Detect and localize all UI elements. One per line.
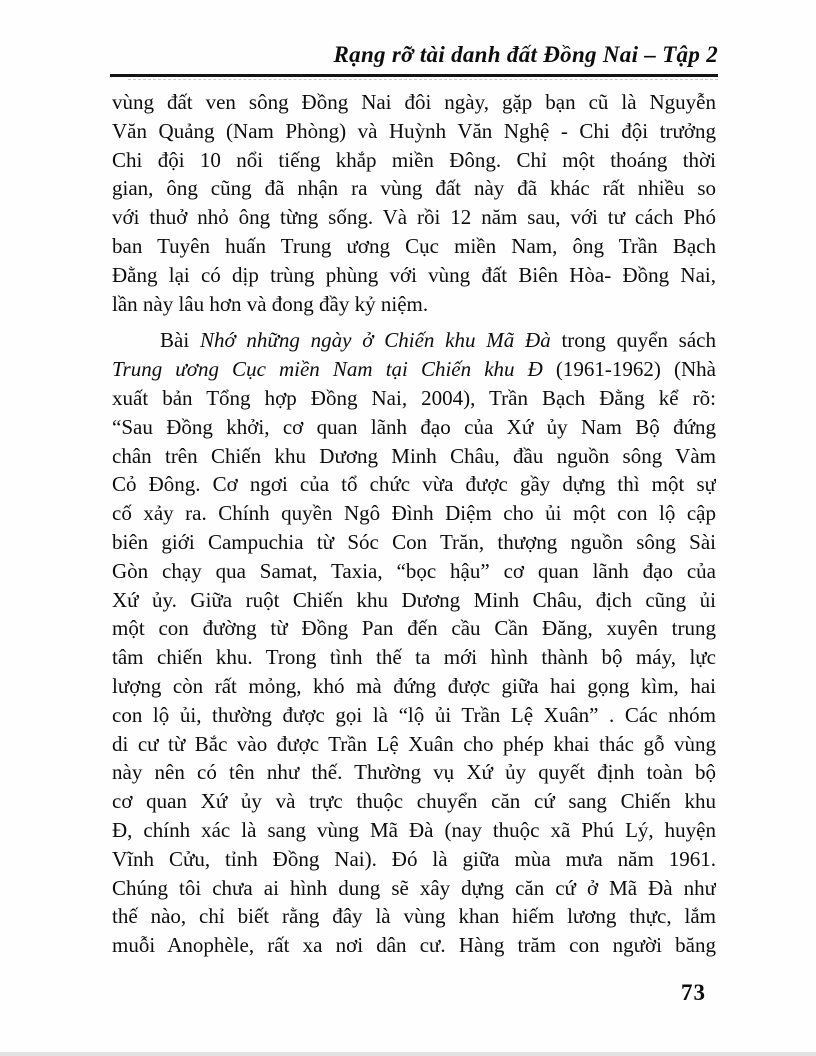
text-segment: cơ quan Xứ ủy và trực thuộc chuyển căn cứ sang Chiến khu — [112, 789, 716, 814]
text-segment: lượng còn rất mỏng, khó mà đứng được giữa hai gọng kìm, hai — [112, 673, 716, 698]
text-line — [112, 384, 716, 413]
text-segment: xuất bản Tổng hợp Đồng Nai, 2004), Trần Bạch Đằng kể rõ: — [112, 385, 716, 410]
text-segment: “Sau Đồng khởi, cơ quan lãnh đạo của Xứ ủy Nam Bộ đứng — [112, 414, 716, 439]
text-segment: cố xảy ra. Chính quyền Ngô Đình Diệm cho ủi một con lộ cập — [112, 501, 716, 526]
text-line — [112, 499, 716, 528]
text-line — [112, 88, 716, 117]
body-text — [112, 88, 716, 960]
text-segment: tâm chiến khu. Trong tình thế ta mới hình thành bộ máy, lực — [112, 645, 716, 670]
text-segment: muỗi Anophèle, rất xa nơi dân cư. Hàng trăm con người băng — [112, 933, 716, 958]
text-line — [112, 261, 716, 290]
text-line — [112, 758, 716, 787]
header-rule-divider — [110, 74, 718, 77]
text-line — [112, 586, 716, 615]
text-line — [112, 470, 716, 499]
text-line — [112, 902, 716, 931]
text-line — [112, 442, 716, 471]
text-line — [112, 672, 716, 701]
text-line — [112, 614, 716, 643]
text-segment: vùng đất ven sông Đồng Nai đôi ngày, gặp bạn cũ là Nguyễn — [112, 90, 716, 114]
text-line — [112, 232, 716, 261]
text-segment: Vĩnh Cửu, tỉnh Đồng Nai). Đó là giữa mùa mưa năm 1961. — [112, 846, 716, 871]
text-line — [112, 816, 716, 845]
text-line — [112, 203, 716, 232]
text-segment: gian, ông cũng đã nhận ra vùng đất này đã khác rất nhiều so — [112, 176, 716, 201]
text-segment: Đằng lại có dịp trùng phùng với vùng đất Biên Hòa- Đồng Nai, — [112, 262, 716, 287]
text-segment: con lộ ủi, thường được gọi là “lộ ủi Trần Lệ Xuân” . Các nhóm — [112, 702, 716, 727]
page-number: 73 — [681, 980, 706, 1005]
text-line — [112, 557, 716, 586]
running-header-title: Rạng rỡ tài danh đất Đồng Nai – Tập 2 — [333, 42, 718, 67]
header-rule-scan-artifact — [128, 79, 718, 80]
text-segment: chân trên Chiến khu Dương Minh Châu, đầu nguồn sông Vàm — [112, 443, 716, 468]
text-line — [112, 874, 716, 903]
text-segment: Bài — [160, 328, 200, 353]
text-line — [112, 643, 716, 672]
italic-text-segment: Trung ương Cục miền Nam tại Chiến khu Đ — [112, 357, 543, 382]
text-line — [112, 290, 716, 319]
text-line — [112, 845, 716, 874]
text-segment: trong quyển sách — [550, 328, 716, 353]
text-segment: di cư từ Bắc vào được Trần Lệ Xuân cho phép khai thác gỗ vùng — [112, 731, 716, 756]
text-segment: Cỏ Đông. Cơ ngơi của tổ chức vừa được gầy dựng thì một sự — [112, 472, 716, 497]
text-line — [112, 528, 716, 557]
text-segment: Chi đội 10 nổi tiếng khắp miền Đông. Chỉ một thoáng thời — [112, 147, 716, 172]
text-segment: một con đường từ Đồng Pan đến cầu Cần Đăng, xuyên trung — [112, 616, 716, 641]
text-segment: (1961-1962) (Nhà — [542, 357, 716, 382]
paragraph — [112, 88, 716, 318]
text-line — [112, 146, 716, 175]
paragraph — [112, 326, 716, 960]
text-line — [112, 413, 716, 442]
text-line — [112, 787, 716, 816]
text-segment: Xứ ủy. Giữa ruột Chiến khu Dương Minh Châu, địch cũng ủi — [112, 587, 716, 612]
text-line — [112, 355, 716, 384]
italic-text-segment: Nhớ những ngày ở Chiến khu Mã Đà — [199, 328, 551, 353]
text-line — [112, 931, 716, 960]
text-segment: này nên có tên như thế. Thường vụ Xứ ủy quyết định toàn bộ — [112, 760, 716, 785]
text-segment: biên giới Campuchia từ Sóc Con Trăn, thượng nguồn sông Sài — [112, 529, 716, 554]
text-segment: thế nào, chỉ biết rằng đây là vùng khan hiếm lương thực, lắm — [112, 904, 716, 929]
text-line — [112, 730, 716, 759]
text-segment: lần này lâu hơn và đong đầy kỷ niệm. — [112, 291, 429, 316]
text-segment: Văn Quảng (Nam Phòng) và Huỳnh Văn Nghệ - Chi đội trưởng — [112, 118, 716, 143]
text-segment: Đ, chính xác là sang vùng Mã Đà (nay thuộc xã Phú Lý, huyện — [112, 817, 716, 842]
text-segment: Chúng tôi chưa ai hình dung sẽ xây dựng căn cứ ở Mã Đà như — [112, 875, 716, 900]
text-line — [112, 326, 716, 355]
bottom-scan-edge — [0, 1052, 816, 1056]
text-line — [112, 701, 716, 730]
text-line — [112, 117, 716, 146]
text-segment: ban Tuyên huấn Trung ương Cục miền Nam, ông Trần Bạch — [112, 233, 716, 258]
text-segment: với thuở nhỏ ông từng sống. Và rồi 12 năm sau, với tư cách Phó — [112, 205, 716, 230]
text-segment: Gòn chạy qua Samat, Taxia, “bọc hậu” cơ quan lãnh đạo của — [112, 558, 716, 583]
text-line — [112, 174, 716, 203]
